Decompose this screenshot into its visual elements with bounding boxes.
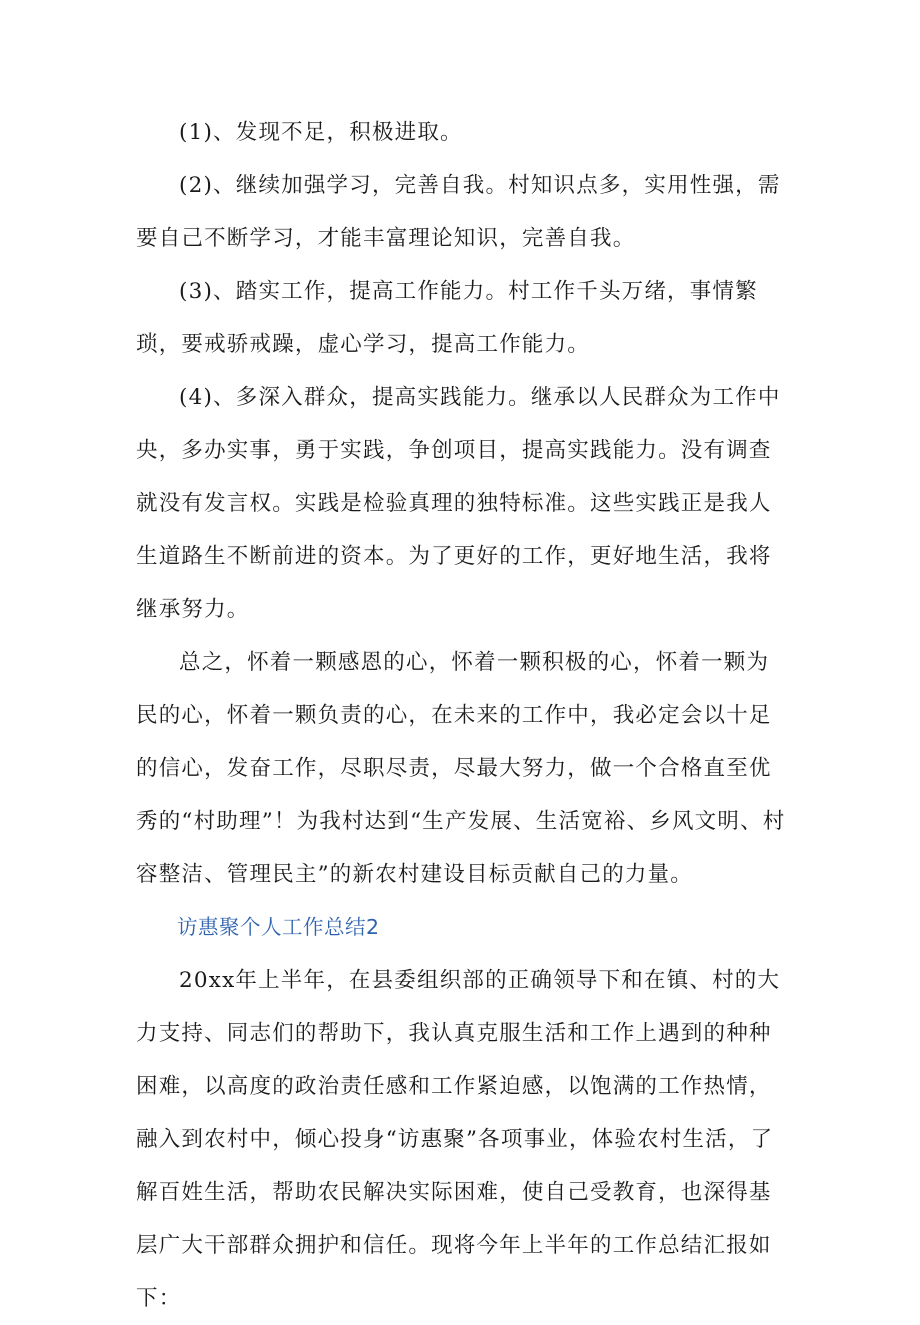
section-intro-paragraph: 20xx年上半年，在县委组织部的正确领导下和在镇、村的大力支持、同志们的帮助下，我认真克服生活和工作上遇到的种种困难，以高度的政治责任感和工作紧迫感，以饱满的工作热情，融入到农村中，倾心投身“访惠聚”各项事业，体验农村生活，了解百姓生活，帮助农民解决实际困难，使自己受教育，也深得基层广大干部群众拥护和信任。现将今年上半年的工作总结汇报如下：: [136, 968, 781, 1311]
document-body: [136, 106, 786, 1325]
paragraph-item-2: (2)、继续加强学习，完善自我。村知识点多，实用性强，需要自己不断学习，才能丰富理论知识，完善自我。: [136, 173, 781, 251]
paragraph-item-4: (4)、多深入群众，提高实践能力。继承以人民群众为工作中央，多办实事，勇于实践，争创项目，提高实践能力。没有调查就没有发言权。实践是检验真理的独特标准。这些实践正是我人生道路生不断前进的资本。为了更好的工作，更好地生活，我将继承努力。: [136, 385, 781, 622]
paragraph-item-1: (1)、发现不足，积极进取。: [179, 120, 463, 145]
paragraph-item-3: (3)、踏实工作，提高工作能力。村工作千头万绪，事情繁琐，要戒骄戒躁，虚心学习，提高工作能力。: [136, 279, 758, 357]
conclusion-paragraph: 总之，怀着一颗感恩的心，怀着一颗积极的心，怀着一颗为民的心，怀着一颗负责的心，在未来的工作中，我必定会以十足的信心，发奋工作，尽职尽责，尽最大努力，做一个合格直至优秀的“村助理”！为我村达到“生产发展、生活宽裕、乡风文明、村容整洁、管理民主”的新农村建设目标贡献自己的力量。: [136, 650, 786, 887]
section-heading: 访惠聚个人工作总结2: [177, 915, 380, 939]
